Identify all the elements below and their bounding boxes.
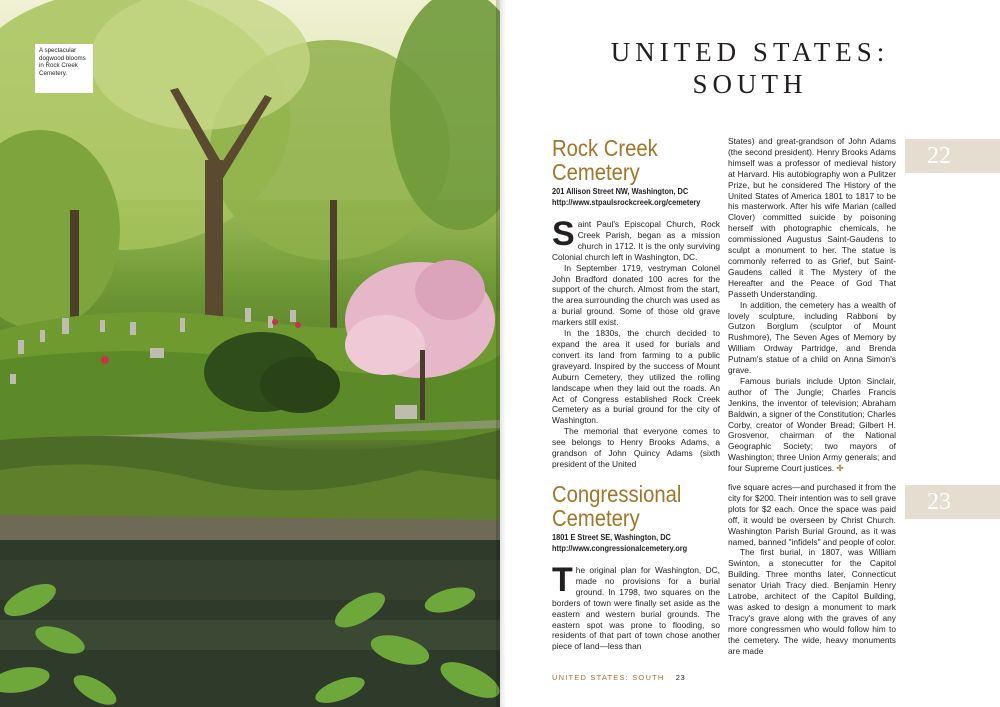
chapter-title-line-2: SOUTH: [692, 69, 808, 99]
entry-22-column-2: [728, 136, 896, 474]
paragraph: Saint Paul's Episcopal Church, Rock Creek Parish, began as a mission church in 1712. It is the only surviving Colonial church left in Washington, DC.: [552, 215, 720, 262]
entry-url[interactable]: http://www.stpaulsrockcreek.org/cemetery: [552, 198, 701, 207]
entry-number-22: 22: [905, 139, 1000, 173]
chapter-title: [540, 36, 960, 100]
entry-title-line: Rock Creek: [552, 135, 658, 161]
entry-address: 201 Allison Street NW, Washington, DC: [552, 187, 689, 196]
paragraph: The memorial that everyone comes to see belongs to Henry Brooks Adams, a grandson of John Quincy Adams (sixth president of the United: [552, 426, 720, 469]
entry-title-congressional: [552, 482, 681, 530]
paragraph: Famous burials include Upton Sinclair, author of The Jungle; Charles Francis Jenkins, the inventor of television; Abraham Baldwin, a signer of the Constitution; Charles Corby, creator of Wonder Bread; Gilbert H. Grosvenor, chairman of the National Geographic Society; two mayors of Washington; three Union Army generals; and four Supreme Court justices. ✢: [728, 375, 896, 474]
entry-22-column-1: [552, 215, 720, 470]
photo-caption: A spectacular dogwood blooms in Rock Creek Cemetery.: [35, 44, 93, 93]
entry-address: 1801 E Street SE, Washington, DC: [552, 533, 671, 542]
text-page: [500, 0, 1000, 707]
running-head: UNITED STATES: SOUTH: [552, 673, 665, 682]
entry-title-line: Cemetery: [552, 505, 640, 531]
entry-23-column-2: [728, 482, 896, 657]
entry-23-column-1: [552, 561, 720, 652]
entry-title-rock-creek: [552, 136, 658, 184]
drop-cap: T: [552, 561, 573, 599]
paragraph: The first burial, in 1807, was William Swinton, a stonecutter for the Capitol Building. Three months later, Connecticut senator Uriah Tracy died. Benjamin Henry Latrobe, architect of the Capitol Building, was asked to design a monument to mark Tracy's grave along with the graves of any more congressmen who would follow him to the cemetery. The wide, heavy monuments are made: [728, 547, 896, 656]
entry-address-block: [552, 186, 700, 208]
entry-number-23: 23: [905, 485, 1000, 519]
paragraph: five square acres—and purchased it from the city for $200. Their intention was to sell grave plots for $2 each. Once the space was paid off, it would be overseen by Christ Church. Washington Parish Burial Ground, as it was named, banned "infidels" and people of color.: [728, 482, 896, 547]
end-mark-icon: ✢: [836, 463, 844, 474]
page-footer: [552, 673, 685, 682]
paragraph: The original plan for Washington, DC, made no provisions for a burial ground. In 1798, two squares on the borders of town were finally set aside as the eastern and western burial grounds. The eastern spot was prone to flooding, so residents of that part of town chose another piece of land—less than: [552, 561, 720, 652]
paragraph: In addition, the cemetery has a wealth of lovely sculpture, including Rabboni by Gutzon Borglum (sculptor of Mount Rushmore), The Seven Ages of Memory by William Ordway Partridge, and Brenda Putnam's statue of a child on Anna Simon's grave.: [728, 299, 896, 376]
drop-cap: S: [552, 215, 575, 253]
entry-url[interactable]: http://www.congressionalcemetery.org: [552, 544, 688, 553]
paragraph: In the 1830s, the church decided to expand the area it used for burials and convert its land from farming to a public graveyard. Inspired by the success of Mount Auburn Cemetery, they utilized the rolling landscape when they laid out the roads. An Act of Congress established Rock Creek Cemetery as a burial ground for the city of Washington.: [552, 328, 720, 426]
page-number: 23: [675, 673, 686, 682]
paragraph: In September 1719, vestryman Colonel John Bradford donated 100 acres for the support of the church. Almost from the start, the area surrounding the church was used as a burial ground. Some of those old grave markers still exist.: [552, 262, 720, 328]
entry-title-line: Cemetery: [552, 159, 640, 185]
entry-address-block: [552, 532, 687, 554]
chapter-title-line-1: UNITED STATES:: [610, 37, 890, 67]
paragraph: States) and great-grandson of John Adams (the second president). Henry Brooks Adams himself was a professor of medieval history at Harvard. His autobiography won a Pulitzer Prize, but he considered The History of the United States of America 1801 to 1817 to be his masterwork. After his wife Marian (called Clover) committed suicide by poisoning herself with photographic chemicals, he commissioned Augustus Saint-Gaudens to sculpt a monument to her. The statue is commonly referred to as Grief, but Saint-Gaudens called it The Mystery of the Hereafter and the Peace of God That Passeth Understanding.: [728, 136, 896, 299]
entry-title-line: Congressional: [552, 481, 682, 507]
